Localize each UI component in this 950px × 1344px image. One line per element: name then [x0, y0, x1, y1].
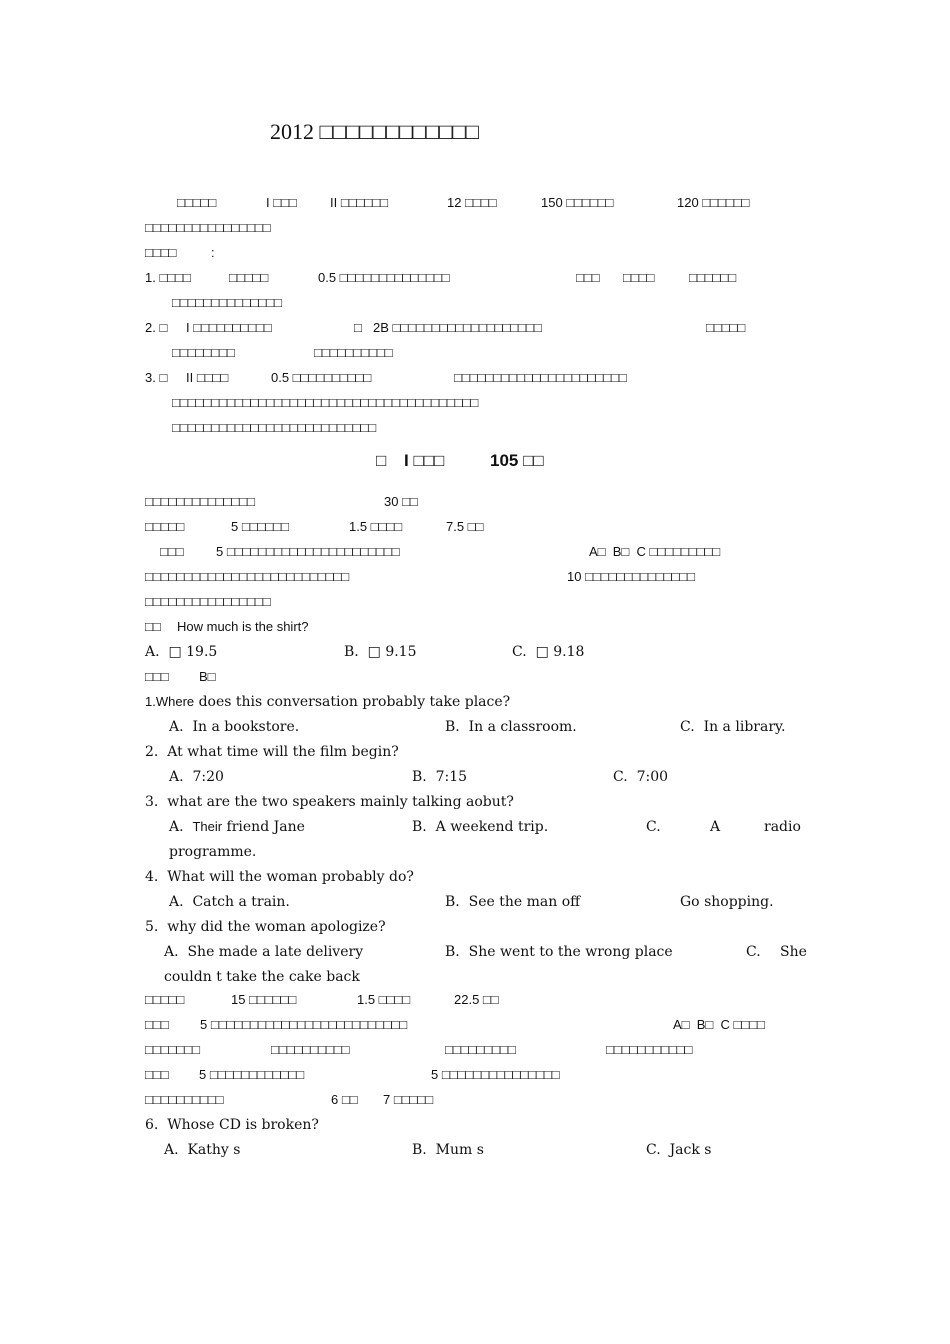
option-b: B. She went to the wrong place: [445, 944, 673, 960]
instruction-text: 5 □□□□□□□□□□□□□□□□□□□□□□□□□: [200, 1017, 408, 1032]
intro-text: □□□□□: [177, 195, 217, 210]
option-c: C. In a library.: [680, 719, 786, 735]
notice-colon: :: [211, 245, 215, 260]
rule-text: □□□□: [623, 270, 655, 285]
intro-text: I □□□: [266, 195, 297, 210]
page-title: 2012 □□□□□□□□□□□□: [270, 119, 479, 144]
section-subtitle: 7.5 □□: [446, 519, 484, 534]
section-subtitle: 5 □□□□□□: [231, 519, 289, 534]
instruction-text: □□□: [145, 1017, 169, 1032]
option-a: A. 7:20: [169, 769, 224, 785]
answer-label: □□□: [145, 669, 169, 684]
question-text: does this conversation probably take place?: [194, 694, 511, 710]
option-a: [169, 818, 305, 837]
instruction-text: □□□□□□□□□□□□□□□□: [145, 594, 271, 609]
option-a: A. Catch a train.: [169, 894, 290, 910]
option-c-word: She: [780, 944, 807, 960]
rule-text: 0.5 □□□□□□□□□□□□□□: [318, 270, 450, 285]
option-prefix: A.: [169, 819, 193, 835]
intro-text: 120 □□□□□□: [677, 195, 750, 210]
example-label: □□: [145, 619, 161, 634]
instruction-text: □□□: [145, 1067, 169, 1082]
option-a: A. Kathy s: [164, 1142, 241, 1158]
option-b: B. In a classroom.: [445, 719, 577, 735]
option-b: B. A weekend trip.: [412, 819, 549, 835]
option-c: Go shopping.: [680, 894, 774, 910]
option-c-label: C.: [646, 819, 661, 835]
option-c-continued: couldn t take the cake back: [164, 969, 360, 985]
rule-text: □□□□□□□□□□□□□□□□□□□□□□□□□□: [172, 420, 377, 435]
section-subtitle: □□□□□: [145, 519, 185, 534]
section-title: □□□□□□□□□□□□□□: [145, 494, 255, 509]
example-option-a: A. □ 19.5: [145, 644, 218, 660]
instruction-text: □□□□□□□□□□: [271, 1042, 350, 1057]
part-heading-text: 105 □□: [490, 451, 544, 470]
instruction-text: A□ B□ C □□□□: [673, 1017, 765, 1032]
rule-text: □: [354, 320, 362, 335]
section-subtitle: 1.5 □□□□: [349, 519, 403, 534]
question-6: 6. Whose CD is broken?: [145, 1117, 319, 1133]
question-5: 5. why did the woman apologize?: [145, 919, 386, 935]
answer-value: B□: [199, 669, 216, 684]
question-number: 1.: [145, 694, 156, 709]
rule-text: 0.5 □□□□□□□□□□: [271, 370, 372, 385]
option-c: C. Jack s: [646, 1142, 712, 1158]
instruction-text: □□□: [160, 544, 184, 559]
option-b: B. Mum s: [412, 1142, 484, 1158]
question-3: 3. what are the two speakers mainly talking aobut?: [145, 794, 514, 810]
part-heading-text: I □□□: [404, 451, 445, 470]
section-subtitle: □□□□□: [145, 992, 185, 1007]
instruction-text: A□ B□ C □□□□□□□□□: [589, 544, 721, 559]
option-c-word: radio: [764, 819, 801, 835]
rule-text: □□□□□□□□□□□□□□□□□□□□□□□□□□□□□□□□□□□□□□□: [172, 395, 479, 410]
instruction-text: 7 □□□□□: [383, 1092, 434, 1107]
option-a: A. In a bookstore.: [169, 719, 300, 735]
intro-text: 150 □□□□□□: [541, 195, 614, 210]
intro-text: □□□□□□□□□□□□□□□□: [145, 220, 271, 235]
rule-text: □□□□□□□□: [172, 345, 235, 360]
question-4: 4. What will the woman probably do?: [145, 869, 414, 885]
instruction-text: □□□□□□□□□□: [145, 1092, 224, 1107]
rule-text: 2B □□□□□□□□□□□□□□□□□□□: [373, 320, 542, 335]
rule-text: □□□□□: [229, 270, 269, 285]
option-rest: friend Jane: [222, 819, 305, 835]
rule-text: □□□□□□□□□□: [314, 345, 393, 360]
rule-text: □□□□□: [706, 320, 746, 335]
option-word: Their: [192, 819, 223, 834]
instruction-text: 5 □□□□□□□□□□□□□□□: [431, 1067, 560, 1082]
example-option-b: B. □ 9.15: [344, 644, 417, 660]
rule-text: □□□□□□□□□□□□□□□□□□□□□□: [454, 370, 627, 385]
option-a: A. She made a late delivery: [164, 944, 364, 960]
intro-text: II □□□□□□: [330, 195, 388, 210]
example-option-c: C. □ 9.18: [512, 644, 585, 660]
option-c-word: A: [710, 819, 721, 835]
rule-text: 1. □□□□: [145, 270, 191, 285]
instruction-text: 5 □□□□□□□□□□□□□□□□□□□□□□: [216, 544, 400, 559]
instruction-text: □□□□□□□: [145, 1042, 200, 1057]
part-heading-text: □: [376, 451, 387, 470]
rule-text: I □□□□□□□□□□: [186, 320, 272, 335]
instruction-text: 10 □□□□□□□□□□□□□□: [567, 569, 696, 584]
option-b: B. 7:15: [412, 769, 468, 785]
option-c: C. 7:00: [613, 769, 669, 785]
instruction-text: □□□□□□□□□: [445, 1042, 516, 1057]
rule-text: □□□: [576, 270, 600, 285]
question-1: [145, 693, 510, 712]
rule-text: □□□□□□□□□□□□□□: [172, 295, 282, 310]
rule-text: II □□□□: [186, 370, 229, 385]
option-c-continued: programme.: [169, 844, 257, 860]
option-c-label: C.: [746, 944, 761, 960]
rule-text: □□□□□□: [689, 270, 737, 285]
instruction-text: 6 □□: [331, 1092, 358, 1107]
question-word: Where: [155, 694, 195, 709]
notice-label: □□□□: [145, 245, 177, 260]
section-subtitle: 15 □□□□□□: [231, 992, 297, 1007]
section-subtitle: 22.5 □□: [454, 992, 499, 1007]
example-question: How much is the shirt?: [177, 619, 309, 634]
section-title: 30 □□: [384, 494, 418, 509]
option-b: B. See the man off: [445, 894, 581, 910]
intro-text: 12 □□□□: [447, 195, 497, 210]
instruction-text: 5 □□□□□□□□□□□□: [199, 1067, 305, 1082]
instruction-text: □□□□□□□□□□□: [606, 1042, 693, 1057]
question-2: 2. At what time will the film begin?: [145, 744, 399, 760]
rule-text: 3. □: [145, 370, 168, 385]
rule-text: 2. □: [145, 320, 168, 335]
section-subtitle: 1.5 □□□□: [357, 992, 411, 1007]
instruction-text: □□□□□□□□□□□□□□□□□□□□□□□□□□: [145, 569, 350, 584]
